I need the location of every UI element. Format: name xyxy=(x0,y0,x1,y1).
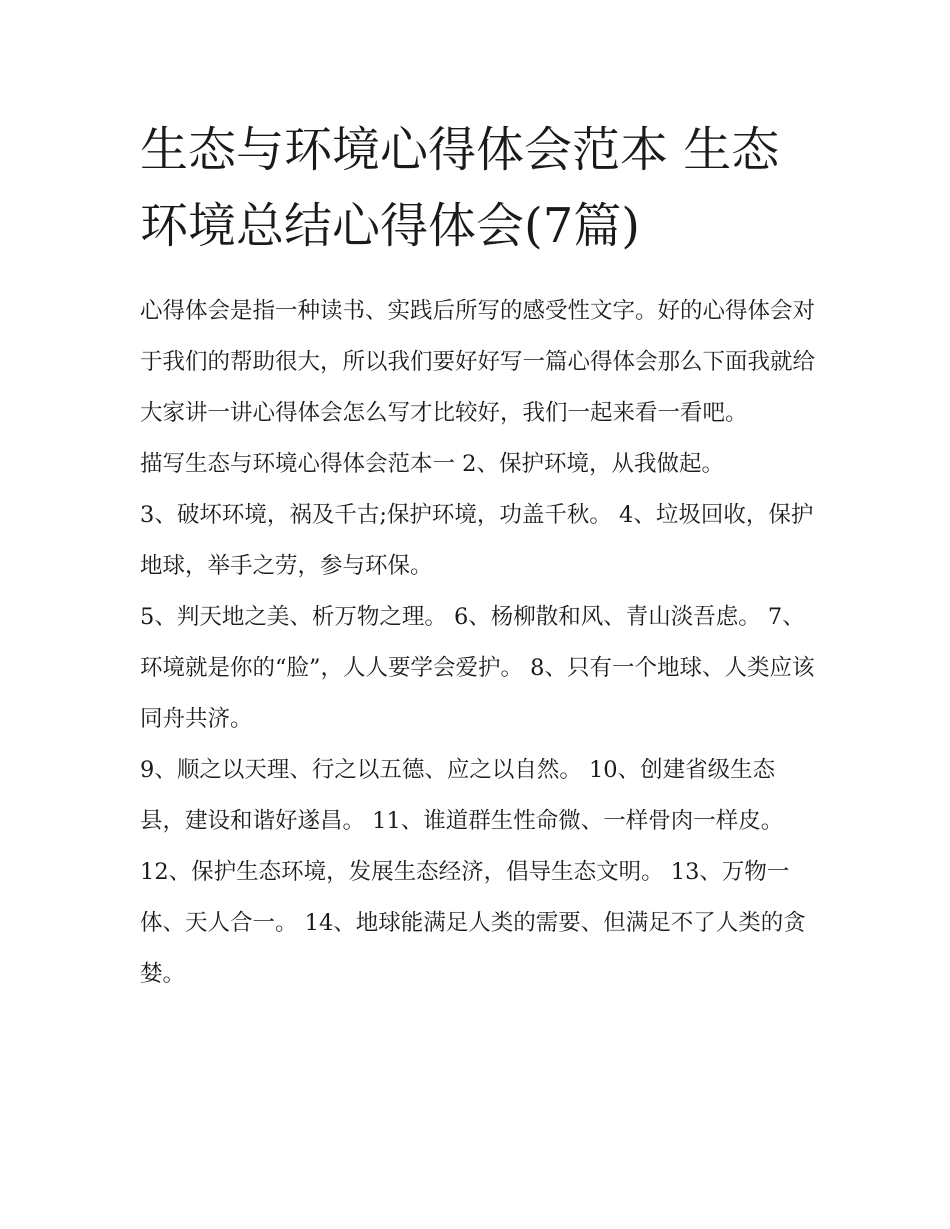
body-paragraph: 描写生态与环境心得体会范本一 2、保护环境，从我做起。 xyxy=(140,451,724,477)
intro-paragraph: 心得体会是指一种读书、实践后所写的感受性文字。好的心得体会对于我们的帮助很大，所以我们要好好写一篇心得体会那么下面我就给大家讲一讲心得体会怎么写才比较好，我们一起来看一看吧。 xyxy=(140,298,816,426)
document-page xyxy=(140,112,820,1000)
body-paragraph: 3、破坏环境，祸及千古;保护环境，功盖千秋。 4、垃圾回收，保护地球，举手之劳，参与环保。 xyxy=(140,502,814,579)
body-paragraph: 12、保护生态环境，发展生态经济，倡导生态文明。 13、万物一体、天人合一。 14、地球能满足人类的需要、但满足不了人类的贪婪。 xyxy=(140,859,806,987)
body-paragraph: 9、顺之以天理、行之以五德、应之以自然。 10、创建省级生态县，建设和谐好遂昌。 11、谁道群生性命微、一样骨肉一样皮。 xyxy=(140,757,784,834)
body-paragraph: 5、判天地之美、析万物之理。 6、杨柳散和风、青山淡吾虑。 7、环境就是你的“脸”，人人要学会爱护。 8、只有一个地球、人类应该同舟共济。 xyxy=(140,604,815,732)
document-title: 生态与环境心得体会范本 生态环境总结心得体会(7篇) xyxy=(140,122,780,254)
